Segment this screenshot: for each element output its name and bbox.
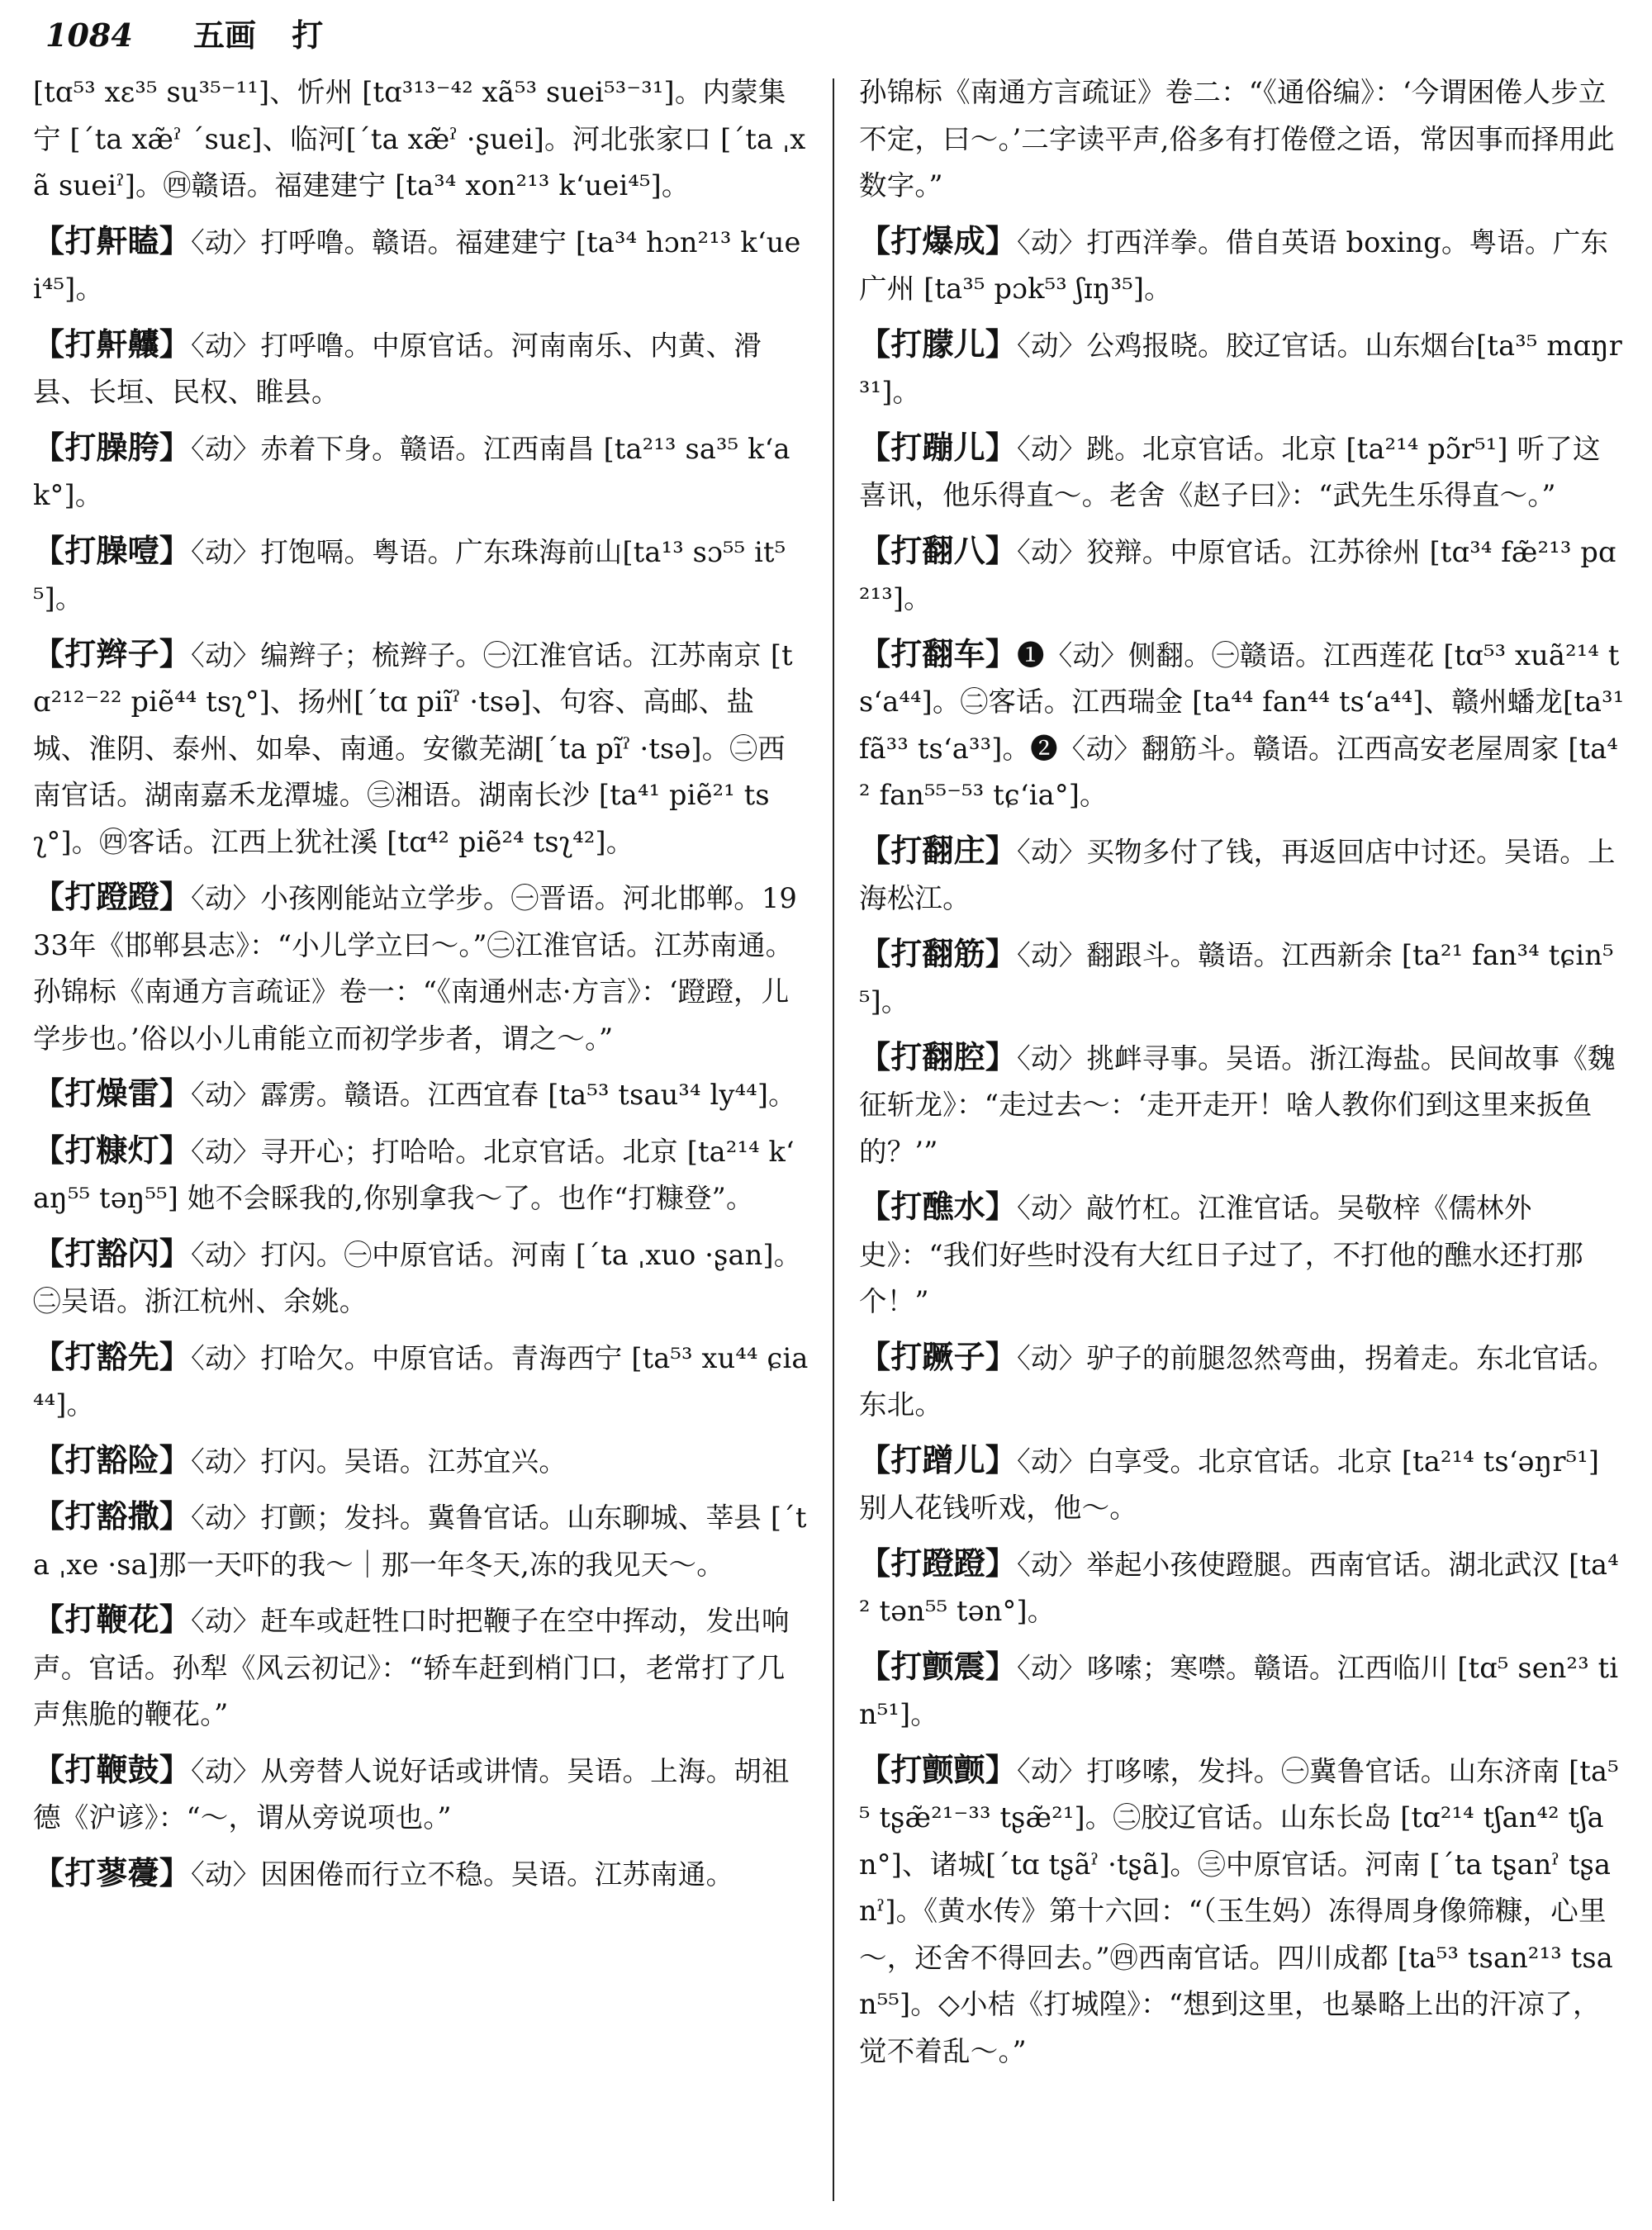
- column-divider: [833, 78, 834, 2201]
- entry-text: [tɑ⁵³ xɛ³⁵ su³⁵⁻¹¹]、忻州 [tɑ³¹³⁻⁴² xã⁵³ suei⁵³⁻³¹]。内蒙集宁 [ˊta xæ̃ˀ ˊsuɛ]、临河[ˊta xæ̃ˀ ·ʂuei]。河北张家口 [ˊta ˌxã sueiˀ]。㊃赣语。福建建宁 [ta³⁴ xon²¹³ kʻuei⁴⁵]。: [33, 76, 806, 202]
- entry-headword: 【打臊胯】: [33, 428, 192, 466]
- entry-text: 〈动〉翻跟斗。赣语。江西新余 [ta²¹ fan³⁴ tɕin⁵⁵]。: [859, 938, 1614, 1018]
- entry-headword: 【打翻腔】: [859, 1037, 1018, 1075]
- dictionary-entry: [859, 1747, 1627, 2076]
- dictionary-entry: [33, 218, 809, 313]
- dictionary-entry: [33, 1747, 809, 1842]
- dictionary-entry: [33, 528, 809, 623]
- entry-text: 〈动〉公鸡报晓。胶辽官话。山东烟台[ta³⁵ mɑŋr³¹]。: [859, 329, 1622, 408]
- entry-headword: 【打燥雷】: [33, 1075, 192, 1112]
- dictionary-entry: [859, 321, 1627, 416]
- entry-headword: 【打辫子】: [33, 634, 192, 672]
- entry-headword: 【打鼾瞌】: [33, 221, 192, 259]
- left-column: [33, 68, 809, 1906]
- dictionary-entry: [859, 1540, 1627, 1635]
- dictionary-entry: [33, 68, 809, 210]
- section-label: 五画: [193, 17, 257, 54]
- dictionary-entry: [859, 931, 1627, 1026]
- entry-headword: 【打鼾齉】: [33, 325, 192, 363]
- entry-headword: 【打颤震】: [859, 1647, 1018, 1685]
- dictionary-entry: [859, 631, 1627, 819]
- entry-headword: 【打颤颤】: [859, 1750, 1018, 1788]
- dictionary-entry: [33, 321, 809, 416]
- entry-text: 〈动〉因困倦而行立不稳。吴语。江苏南通。: [191, 1858, 734, 1891]
- entry-text: 〈动〉哆嗦；寒噤。赣语。江西临川 [tɑ⁵ sen²³ tin⁵¹]。: [859, 1651, 1619, 1730]
- dictionary-entry: [33, 1597, 809, 1739]
- entry-headword: 【打豁先】: [33, 1337, 192, 1375]
- entry-text: 〈动〉霹雳。赣语。江西宜春 [ta⁵³ tsau³⁴ ly⁴⁴]。: [191, 1079, 796, 1111]
- dictionary-entry: [33, 1437, 809, 1486]
- page-header: [45, 7, 1615, 64]
- entry-headword: 【打爆成】: [859, 221, 1018, 259]
- dictionary-entry: [859, 1644, 1627, 1739]
- entry-text: 〈动〉举起小孩使蹬腿。西南官话。湖北武汉 [ta⁴² tən⁵⁵ tən°]。: [859, 1548, 1619, 1627]
- entry-headword: 【打豁闪】: [33, 1234, 192, 1272]
- entry-text: 〈动〉赶车或赶牲口时把鞭子在空中挥动，发出响声。官话。孙犁《风云初记》：“轿车赶到梢门口，老常打了几声焦脆的鞭花。”: [33, 1605, 790, 1730]
- entry-headword: 【打蹭儿】: [859, 1440, 1018, 1478]
- dictionary-entry: [859, 528, 1627, 623]
- entry-text: 孙锦标《南通方言疏证》卷二：“《通俗编》：‘今谓困倦人步立不定，曰～。’二字读平声,俗多有打倦僜之语，常因事而择用此数字。”: [859, 76, 1615, 202]
- dictionary-entry: [33, 1493, 809, 1588]
- entry-headword: 【打鞭花】: [33, 1601, 192, 1638]
- dictionary-entry: [33, 631, 809, 866]
- entry-text: 〈动〉从旁替人说好话或讲情。吴语。上海。胡祖德《沪谚》：“～，谓从旁说项也。”: [33, 1754, 790, 1834]
- entry-headword: 【打鞭鼓】: [33, 1750, 192, 1788]
- entry-text: 〈动〉打闪。㊀中原官话。河南 [ˊta ˌxuo ·ʂan]。㊁吴语。浙江杭州、余姚。: [33, 1238, 802, 1317]
- entry-headword: 【打蹦儿】: [859, 428, 1018, 466]
- entry-text: 〈动〉打饱嗝。粤语。广东珠海前山[ta¹³ sɔ⁵⁵ it⁵⁵]。: [33, 535, 786, 614]
- entry-text: 〈动〉跳。北京官话。北京 [ta²¹⁴ pɔ̃r⁵¹] 听了这喜讯，他乐得直～。老舍《赵子曰》：“武先生乐得直～。”: [859, 432, 1601, 511]
- dictionary-entry: [859, 1334, 1627, 1429]
- entry-text: 〈动〉打西洋拳。借自英语 boxing。粤语。广东广州 [ta³⁵ pɔk⁵³ ʃɪŋ³⁵]。: [859, 225, 1609, 305]
- entry-text: 〈动〉狡辩。中原官话。江苏徐州 [tɑ³⁴ fæ̃²¹³ pɑ²¹³]。: [859, 535, 1616, 614]
- dictionary-entry: [33, 1334, 809, 1429]
- entry-headword: 【打翻车】: [859, 634, 1018, 672]
- entry-headword: 【打臊噎】: [33, 531, 192, 569]
- entry-text: 〈动〉打呼噜。中原官话。河南南乐、内黄、滑县、长垣、民权、睢县。: [33, 329, 762, 408]
- dictionary-entry: [859, 218, 1627, 313]
- entry-headword: 【打糠灯】: [33, 1131, 192, 1169]
- entry-headword: 【打豁险】: [33, 1440, 192, 1478]
- dictionary-entry: [859, 1034, 1627, 1176]
- entry-text: 〈动〉打哈欠。中原官话。青海西宁 [ta⁵³ xu⁴⁴ ɕia⁴⁴]。: [33, 1341, 809, 1421]
- entry-text: 〈动〉打呼噜。赣语。福建建宁 [ta³⁴ hɔn²¹³ kʻuei⁴⁵]。: [33, 225, 801, 305]
- entry-headword: 【打翻筋】: [859, 934, 1018, 972]
- entry-headword: 【打翻庄】: [859, 831, 1018, 869]
- dictionary-entry: [33, 425, 809, 520]
- dictionary-entry: [33, 1850, 809, 1899]
- entry-headword: 【打醮水】: [859, 1188, 1018, 1225]
- entry-text: 〈动〉寻开心；打哈哈。北京官话。北京 [ta²¹⁴ kʻaŋ⁵⁵ təŋ⁵⁵] 她不会睬我的,你别拿我～了。也作“打糠登”。: [33, 1135, 795, 1214]
- entry-text: 〈动〉小孩刚能站立学步。㊀晋语。河北邯郸。1933年《邯郸县志》：“小儿学立曰～。”㊁江淮官话。江苏南通。孙锦标《南通方言疏证》卷一：“《南通州志·方言》：‘蹬蹬，儿学步也。’俗以小儿甫能立而初学步者，谓之～。”: [33, 882, 797, 1055]
- entry-text: 〈动〉打闪。吴语。江苏宜兴。: [191, 1445, 567, 1478]
- entry-text: 〈动〉打颤；发抖。冀鲁官话。山东聊城、莘县 [ˊta ˌxe ·sa]那一天吓的我～｜那一年冬天,冻的我见天～。: [33, 1502, 807, 1581]
- dictionary-entry: [859, 1437, 1627, 1532]
- entry-headword: 【打豁撒】: [33, 1497, 192, 1535]
- entry-text: 〈动〉买物多付了钱，再返回店中讨还。吴语。上海松江。: [859, 835, 1616, 914]
- dictionary-entry: [33, 1070, 809, 1119]
- page-number: 1084: [45, 17, 133, 54]
- entry-text: 〈动〉打哆嗦，发抖。㊀冀鲁官话。山东济南 [ta⁵⁵ tʂæ̃²¹⁻³³ tʂæ̃²¹]。㊁胶辽官话。山东长岛 [tɑ²¹⁴ tʃan⁴² tʃan°]、诸城[ˊtɑ tʂãˀ ·tʂã]。㊂中原官话。河南 [ˊta tʂanˀ tʂanˀ]。《黄水传》第十六回：“（玉生妈）冻得周身像筛糠，心里～，还舍不得回去。”㊃西南官话。四川成都 [ta⁵³ tsan²¹³ tsan⁵⁵]。◇小桔《打城隍》：“想到这里，也暴略上出的汗凉了，觉不着乱～。”: [859, 1754, 1619, 2067]
- dictionary-entry: [33, 1127, 809, 1222]
- entry-text: 〈动〉编辫子；梳辫子。㊀江淮官话。江苏南京 [tɑ²¹²⁻²² piẽ⁴⁴ tsʅ°]、扬州[ˊtɑ piĩˀ ·tsə]、句容、高邮、盐城、淮阴、泰州、如皋、南通。安徽芜湖[ˊta pĩˀ ·tsə]。㊁西南官话。湖南嘉禾龙潭墟。㊂湘语。湖南长沙 [ta⁴¹ piẽ²¹ tsʅ°]。㊃客话。江西上犹社溪 [tɑ⁴² piẽ²⁴ tsʅ⁴²]。: [33, 638, 793, 858]
- dictionary-entry: [859, 425, 1627, 520]
- dictionary-entry: [33, 1231, 809, 1326]
- entry-text: 〈动〉敲竹杠。江淮官话。吴敬梓《儒林外史》：“我们好些时没有大红日子过了，不打他的醮水还打那个！”: [859, 1192, 1583, 1317]
- entry-headword: 【打朦儿】: [859, 325, 1018, 363]
- entry-text: ❶〈动〉侧翻。㊀赣语。江西莲花 [tɑ⁵³ xuã²¹⁴ tsʻa⁴⁴]。㊁客话。江西瑞金 [ta⁴⁴ fan⁴⁴ tsʻa⁴⁴]、赣州蟠龙[ta³¹ fã³³ tsʻa³³]。❷〈动〉翻筋斗。赣语。江西高安老屋周家 [ta⁴² fan⁵⁵⁻⁵³ tɕʻia°]。: [859, 638, 1625, 811]
- entry-text: 〈动〉白享受。北京官话。北京 [ta²¹⁴ tsʻəŋr⁵¹] 别人花钱听戏，他～。: [859, 1445, 1600, 1524]
- entry-text: 〈动〉驴子的前腿忽然弯曲，拐着走。东北官话。东北。: [859, 1341, 1616, 1421]
- entry-headword: 【打蹬蹬】: [33, 878, 192, 915]
- entry-text: 〈动〉挑衅寻事。吴语。浙江海盐。民间故事《魏征斩龙》：“走过去～：‘走开走开！啥人教你们到这里来扳鱼的？’”: [859, 1041, 1616, 1168]
- entry-headword: 【打翻八】: [859, 531, 1018, 569]
- dictionary-entry: [859, 68, 1627, 210]
- dictionary-entry: [859, 1184, 1627, 1326]
- dictionary-entry: [33, 874, 809, 1062]
- entry-headword: 【打蹬蹬】: [859, 1544, 1018, 1582]
- entry-text: 〈动〉赤着下身。赣语。江西南昌 [ta²¹³ sa³⁵ kʻak°]。: [33, 432, 790, 511]
- entry-headword: 【打蓼蘉】: [33, 1853, 192, 1891]
- header-character: 打: [292, 17, 324, 54]
- right-column: [859, 68, 1627, 2083]
- entry-headword: 【打蹶子】: [859, 1337, 1018, 1375]
- dictionary-entry: [859, 828, 1627, 923]
